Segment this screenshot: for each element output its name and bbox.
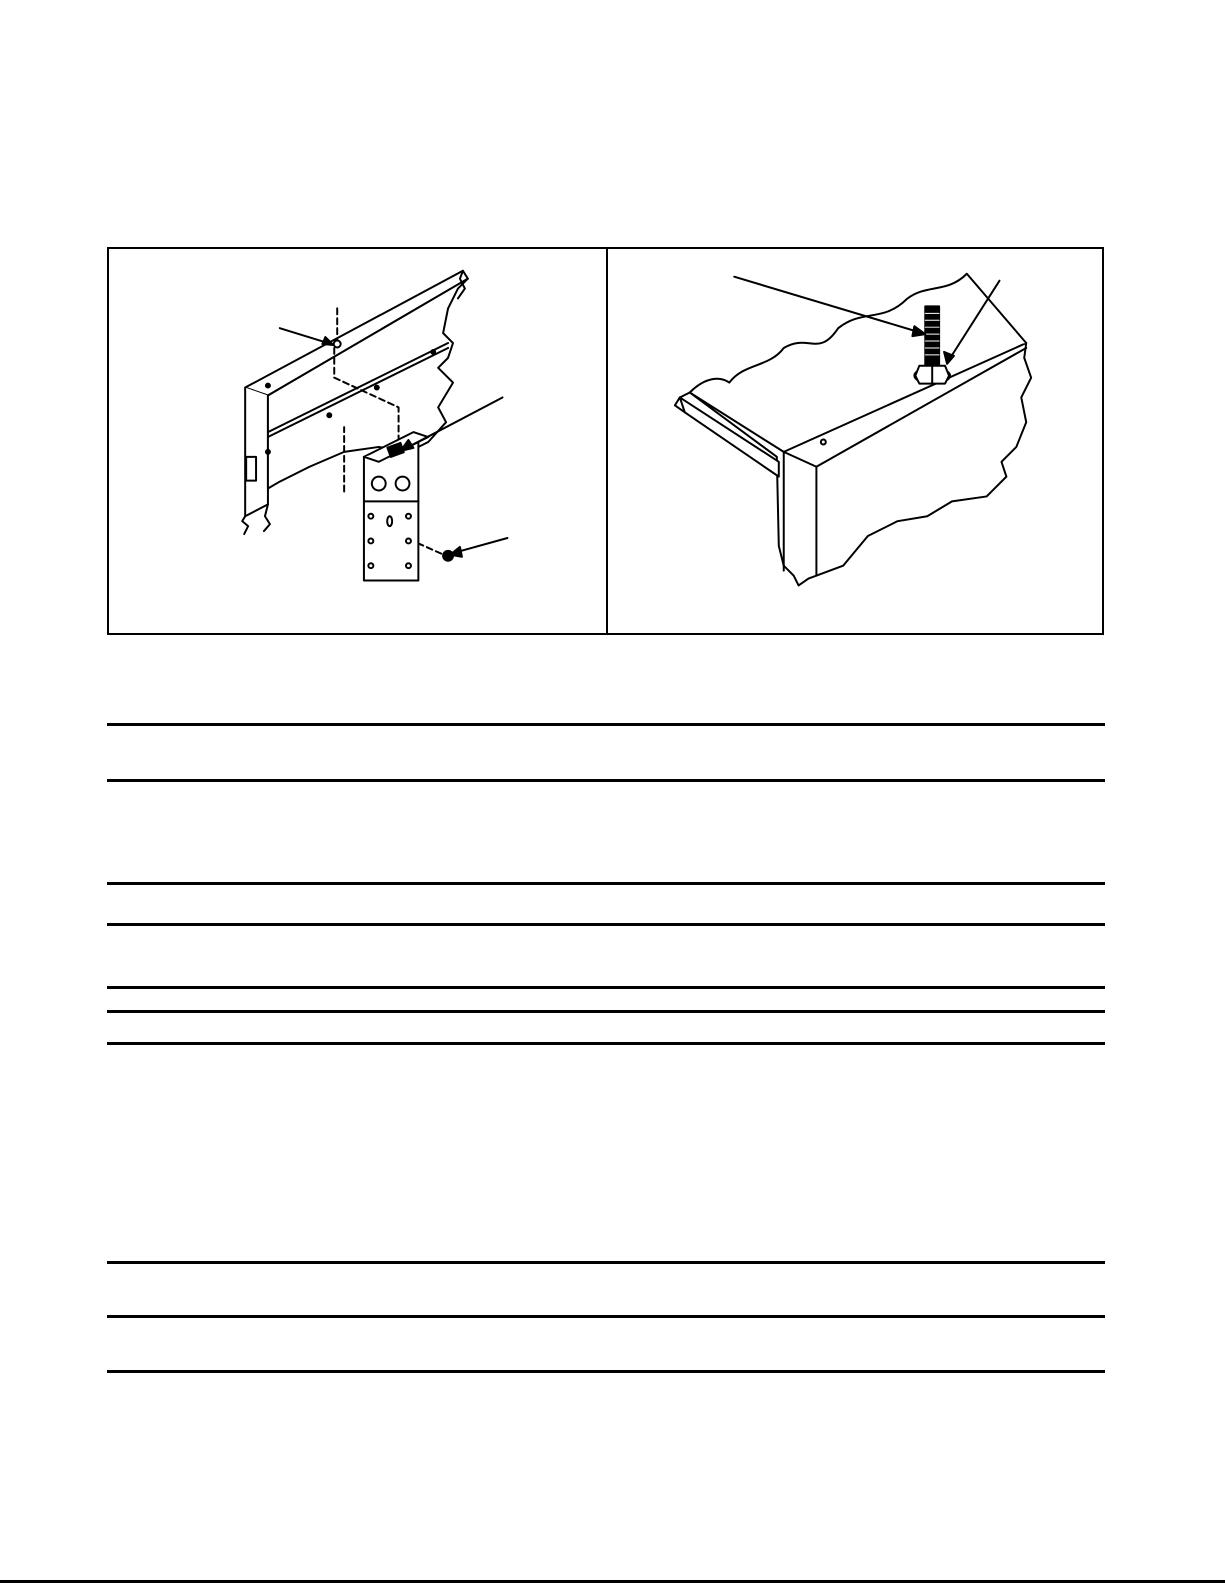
- table-rule: [107, 1370, 1105, 1373]
- table-rule: [107, 1010, 1105, 1013]
- bracket-install-illustration: [109, 249, 606, 633]
- table-rule: [107, 986, 1105, 989]
- bolt-and-nut-illustration: [608, 249, 1102, 633]
- table-rule: [107, 779, 1105, 782]
- table-rule: [107, 882, 1105, 885]
- footer-rule: [0, 1580, 1225, 1583]
- table-rule: [107, 723, 1105, 726]
- table-rule: [107, 923, 1105, 926]
- table-rule: [107, 1315, 1105, 1318]
- figure-frame: [107, 247, 1104, 635]
- table-rule: [107, 1042, 1105, 1045]
- table-rule: [107, 1261, 1105, 1264]
